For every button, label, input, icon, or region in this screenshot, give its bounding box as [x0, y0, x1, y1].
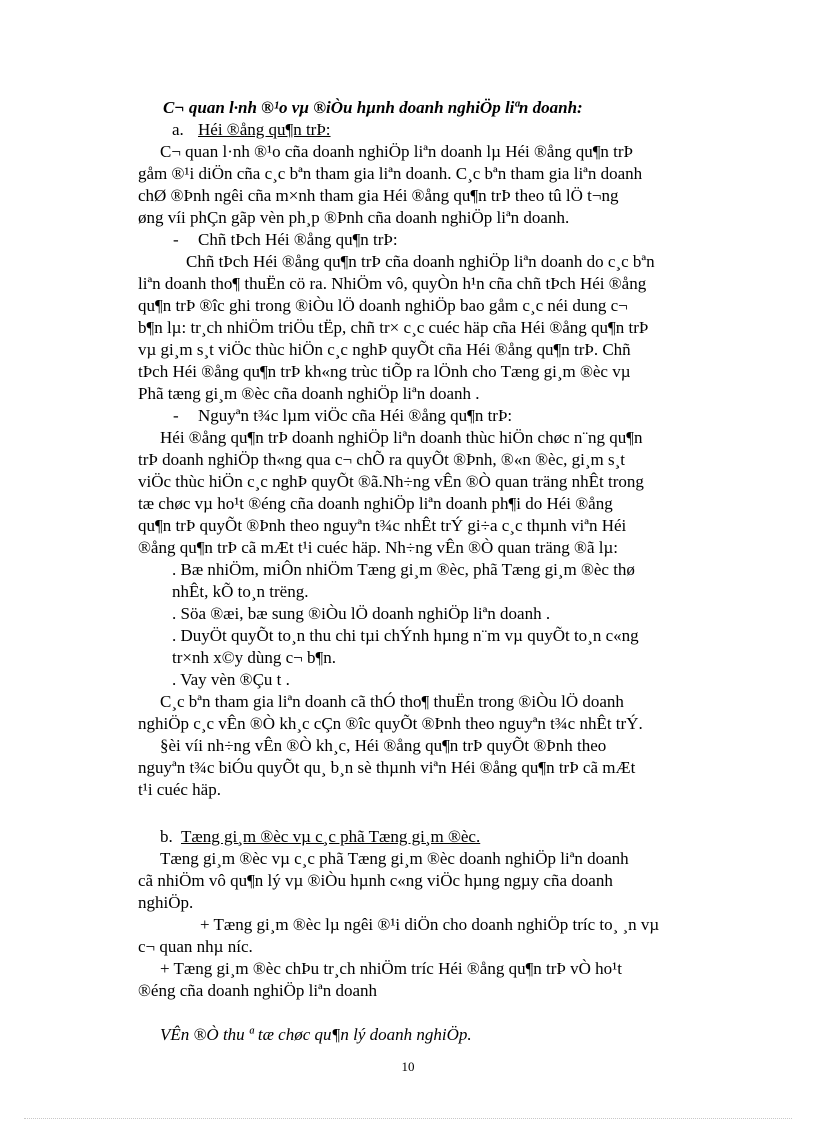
body-line: t¹i cuéc häp.	[138, 780, 221, 799]
list-item: . Vay vèn ®Çu t .	[172, 670, 290, 689]
body-line: chØ ®Þnh ngêi cña m×nh tham gia Héi ®ång qu¶n trÞ theo tû lÖ t¬ng	[138, 186, 619, 205]
list-title: Nguyªn t¾c lµm viÖc cña Héi ®ång qu¶n trÞ:	[198, 406, 513, 425]
body-line: tÞch Héi ®ång qu¶n trÞ kh«ng trùc tiÕp ra lÖnh cho Tæng gi¸m ®èc vµ	[138, 362, 631, 381]
list-item: . Bæ nhiÖm, miÔn nhiÖm Tæng gi¸m ®èc, phã Tæng gi¸m ®èc thø	[172, 560, 635, 579]
body-line: nguyªn t¾c biÓu quyÕt qu¸ b¸n sè thµnh viªn Héi ®ång qu¶n trÞ cã mÆt	[138, 758, 636, 777]
body-line: + Tæng gi¸m ®èc lµ ngêi ®¹i diÖn cho doanh nghiÖp tríc to¸ ¸n vµ	[200, 915, 660, 934]
body-line: b¶n lµ: tr¸ch nhiÖm triÖu tËp, chñ tr× c¸c cuéc häp cña Héi ®ång qu¶n trÞ	[138, 318, 649, 337]
body-line: C¸c bªn tham gia liªn doanh cã thÓ tho¶ thuËn trong ®iÒu lÖ doanh	[160, 692, 624, 711]
list-item: . DuyÖt quyÕt to¸n thu chi tµi chÝnh hµng n¨m vµ quyÕt to¸n c«ng	[172, 626, 639, 645]
body-line: vµ gi¸m s¸t viÖc thùc hiÖn c¸c nghÞ quyÕt cña Héi ®ång qu¶n trÞ. Chñ	[138, 340, 631, 359]
section-heading: C¬ quan l·nh ®¹o vµ ®iÒu hµnh doanh nghiÖp liªn doanh:	[163, 98, 583, 117]
body-line: c¬ quan nhµ níc.	[138, 937, 253, 956]
list-item: nhÊt, kÕ to¸n trëng.	[172, 582, 309, 601]
body-line: nghiÖp.	[138, 893, 194, 912]
closing-italic-line: VÊn ®Ò thu ª tæ chøc qu¶n lý doanh nghiÖp.	[160, 1025, 472, 1044]
page-number: 10	[401, 1059, 415, 1074]
subsection-title-a: Héi ®ång qu¶n trÞ:	[198, 120, 331, 139]
body-line: Tæng gi¸m ®èc vµ c¸c phã Tæng gi¸m ®èc doanh nghiÖp liªn doanh	[160, 849, 629, 868]
list-title: Chñ tÞch Héi ®ång qu¶n trÞ:	[198, 230, 398, 249]
body-line: ®éng cña doanh nghiÖp liªn doanh	[138, 981, 378, 1000]
body-line: gåm ®¹i diÖn cña c¸c bªn tham gia liªn doanh. C¸c bªn tham gia liªn doanh	[138, 164, 643, 183]
body-line: §èi víi nh÷ng vÊn ®Ò kh¸c, Héi ®ång qu¶n trÞ quyÕt ®Þnh theo	[160, 736, 607, 755]
list-item: . Söa ®æi, bæ sung ®iÒu lÖ doanh nghiÖp liªn doanh .	[172, 604, 551, 623]
body-line: cã nhiÖm vô qu¶n lý vµ ®iÒu hµnh c«ng viÖc hµng ngµy cña doanh	[138, 871, 613, 890]
subsection-letter-a: a.	[172, 120, 184, 139]
list-dash: -	[173, 406, 179, 425]
body-line: viÖc thùc hiÖn c¸c nghÞ quyÕt ®ã.Nh÷ng vÊn ®Ò quan träng nhÊt trong	[138, 472, 644, 491]
page-bottom-divider	[24, 1118, 792, 1119]
body-line: qu¶n trÞ quyÕt ®Þnh theo nguyªn t¾c nhÊt trÝ gi÷a c¸c thµnh viªn Héi	[138, 516, 627, 535]
list-dash: -	[173, 230, 179, 249]
body-line: C¬ quan l·nh ®¹o cña doanh nghiÖp liªn doanh lµ Héi ®ång qu¶n trÞ	[160, 142, 634, 161]
subsection-letter-b: b.	[160, 827, 173, 846]
body-line: Phã tæng gi¸m ®èc cña doanh nghiÖp liªn doanh .	[138, 384, 480, 403]
body-line: Héi ®ång qu¶n trÞ doanh nghiÖp liªn doanh thùc hiÖn chøc n¨ng qu¶n	[160, 428, 643, 447]
body-line: + Tæng gi¸m ®èc chÞu tr¸ch nhiÖm tríc Héi ®ång qu¶n trÞ vÒ ho¹t	[160, 959, 622, 978]
body-line: Chñ tÞch Héi ®ång qu¶n trÞ cña doanh nghiÖp liªn doanh do c¸c bªn	[186, 252, 655, 271]
body-line: tæ chøc vµ ho¹t ®éng cña doanh nghiÖp liªn doanh ph¶i do Héi ®ång	[138, 494, 613, 513]
body-line: trÞ doanh nghiÖp th«ng qua c¬ chÕ ra quyÕt ®Þnh, ®«n ®èc, gi¸m s¸t	[138, 450, 625, 469]
body-line: ®ång qu¶n trÞ cã mÆt t¹i cuéc häp. Nh÷ng vÊn ®Ò quan träng ®ã lµ:	[138, 538, 618, 557]
body-line: nghiÖp c¸c vÊn ®Ò kh¸c cÇn ®îc quyÕt ®Þnh theo nguyªn t¾c nhÊt trÝ.	[138, 714, 643, 733]
body-line: øng víi phÇn gãp vèn ph¸p ®Þnh cña doanh nghiÖp liªn doanh.	[138, 208, 570, 227]
body-line: liªn doanh tho¶ thuËn cö ra. NhiÖm vô, quyÒn h¹n cña chñ tÞch Héi ®ång	[138, 274, 647, 293]
subsection-title-b: Tæng gi¸m ®èc vµ c¸c phã Tæng gi¸m ®èc.	[181, 827, 481, 846]
body-line: qu¶n trÞ ®îc ghi trong ®iÒu lÖ doanh nghiÖp bao gåm c¸c néi dung c¬	[138, 296, 628, 315]
list-item: tr×nh x©y dùng c¬ b¶n.	[172, 648, 336, 667]
